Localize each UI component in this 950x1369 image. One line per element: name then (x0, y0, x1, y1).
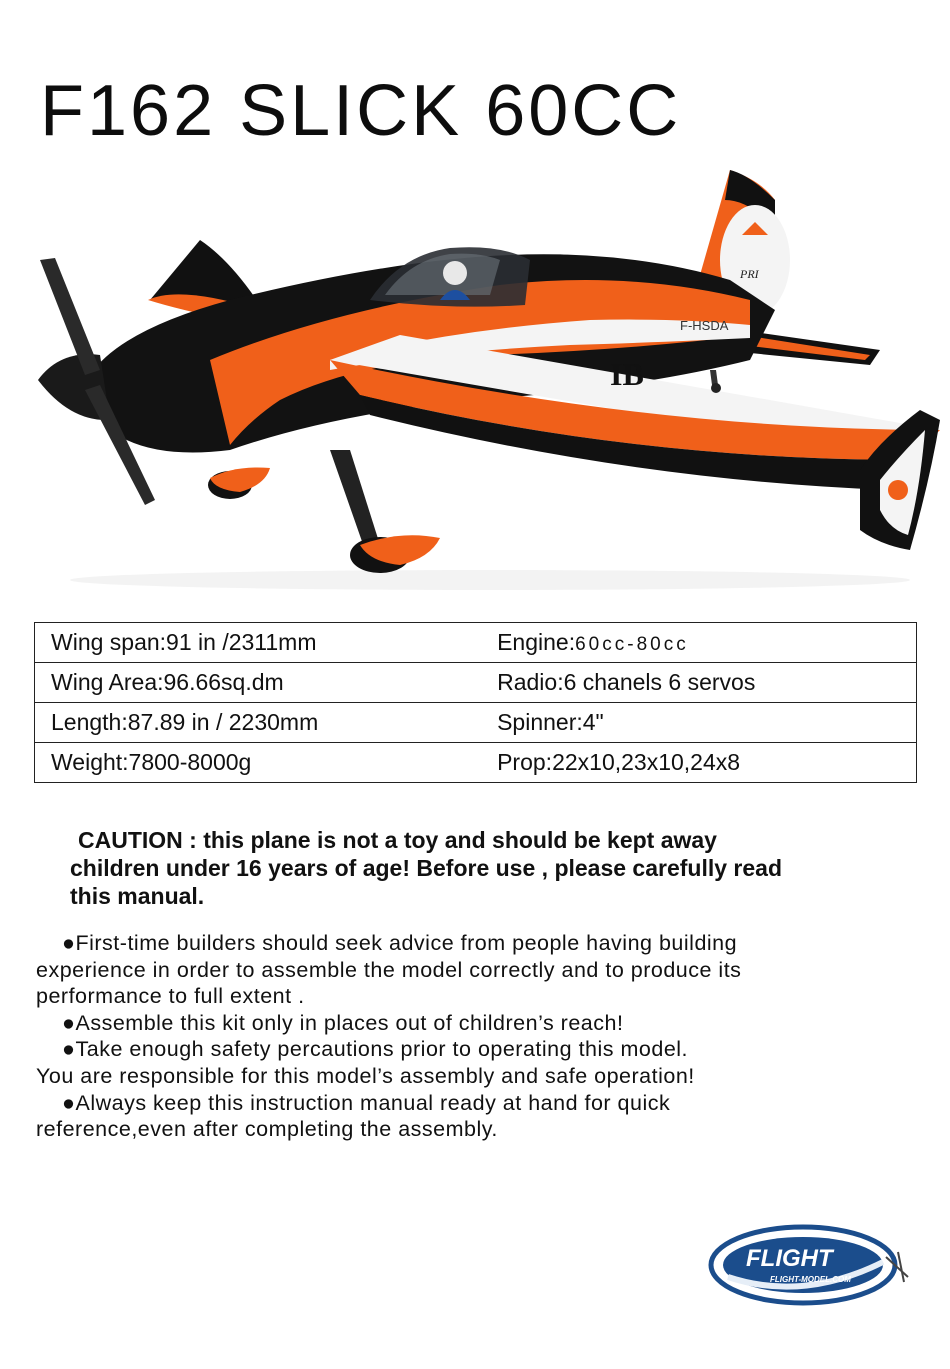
note-line: ●Take enough safety percautions prior to operating this model. (62, 1037, 689, 1062)
spec-length: Length:87.89 in / 2230mm (35, 703, 490, 743)
spec-wing-area: Wing Area:96.66sq.dm (35, 663, 490, 703)
caution-line: CAUTION : this plane is not a toy and should be kept away (78, 827, 717, 853)
note-line: reference,even after completing the assembly. (36, 1117, 498, 1142)
safety-notes (36, 930, 916, 1143)
specifications-table (34, 622, 917, 783)
flight-model-logo (708, 1222, 918, 1308)
note-line: experience in order to assemble the model correctly and to produce its (36, 957, 742, 982)
spec-engine: Engine:60cc-80cc (497, 629, 689, 655)
caution-line: this manual. (70, 883, 205, 909)
logo-url: FLIGHT-MODEL.COM (770, 1275, 851, 1284)
table-row (35, 703, 917, 743)
note-line: You are responsible for this model’s assembly and safe operation! (36, 1063, 695, 1088)
wing-marking: IB (610, 356, 644, 392)
page-title: F162 SLICK 60CC (40, 71, 682, 151)
table-row (35, 663, 917, 703)
spec-prop: Prop:22x10,23x10,24x8 (489, 743, 916, 783)
spec-weight: Weight:7800-8000g (35, 743, 490, 783)
fuselage-marking: F-HSDA (680, 318, 729, 333)
note-line: ●First-time builders should seek advice from people having building (62, 931, 738, 955)
table-row (35, 743, 917, 783)
tail-marking: PRI (740, 267, 759, 281)
note-line: ●Always keep this instruction manual ready at hand for quick (62, 1090, 671, 1115)
caution-line: children under 16 years of age! Before use , please carefully read (70, 855, 783, 881)
spec-spinner: Spinner:4" (489, 703, 916, 743)
spec-wing-span: Wing span:91 in /2311mm (51, 629, 317, 655)
airplane-photo (30, 160, 950, 600)
note-line: performance to full extent . (36, 984, 305, 1009)
spec-radio: Radio:6 chanels 6 servos (489, 663, 916, 703)
caution-notice (70, 826, 890, 910)
note-line: ●Assemble this kit only in places out of children’s reach! (62, 1010, 624, 1035)
logo-word: FLIGHT (746, 1245, 833, 1272)
table-row (35, 623, 917, 663)
